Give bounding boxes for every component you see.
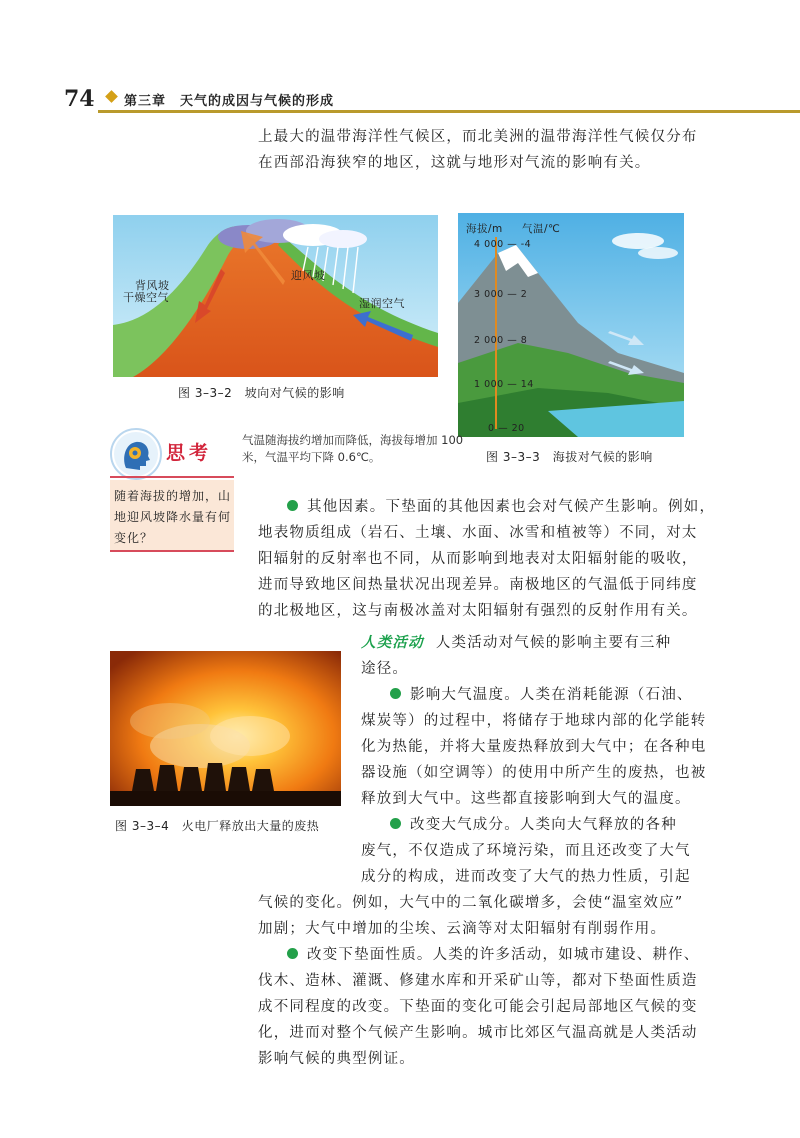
divider: [110, 550, 234, 552]
figure-caption: 图 3–3–2 坡向对气候的影响: [178, 386, 345, 400]
text-line: 释放到大气中。这些都直接影响到大气的温度。: [361, 791, 691, 807]
altitude-figure: [458, 213, 684, 437]
bullet-icon: [287, 500, 298, 511]
text-line: 成分的构成，进而改变了大气的热力性质，引起: [361, 869, 691, 885]
text-line: 上最大的温带海洋性气候区，而北美洲的温带海洋性气候仅分布: [258, 129, 698, 145]
moist-air-label: 湿润空气: [359, 297, 405, 310]
tick-label: 3 000 — 2: [474, 289, 528, 300]
text-line: 地表物质组成（岩石、土壤、水面、冰雪和植被等）不同，对太: [258, 525, 698, 541]
text-line: 化，进而对整个气候产生影响。城市比郊区气温高就是人类活动: [258, 1025, 698, 1041]
dry-air-label: 干燥空气: [123, 291, 169, 304]
text-line: 的北极地区，这与南极冰盖对太阳辐射有强烈的反射作用有关。: [258, 603, 698, 619]
windward-label: 迎风坡: [291, 269, 326, 282]
temperature-axis-label: 气温/℃: [522, 223, 561, 235]
text-line: 气候的变化。例如，大气中的二氧化碳增多，会使“温室效应”: [258, 895, 684, 911]
page-number: 74: [64, 86, 95, 112]
header-rule: [98, 110, 800, 113]
lapse-rate-note: 气温随海拔约增加而降低，海拔每增加 100 米，气温平均下降 0.6℃。: [242, 433, 464, 464]
text-line: 废气，不仅造成了环境污染，而且还改变了大气: [361, 843, 691, 859]
leeward-label: 背风坡: [135, 279, 170, 292]
human-activity-paragraph-continued: [258, 890, 733, 1072]
bullet-icon: [390, 688, 401, 699]
human-activity-paragraph: [361, 630, 731, 890]
text-line: 器设施（如空调等）的使用中所产生的废热，也被: [361, 765, 707, 781]
text-line: 进而导致地区间热量状况出现差异。南极地区的气温低于同纬度: [258, 577, 698, 593]
text-line: 加剧；大气中增加的尘埃、云滴等对太阳辐射有削弱作用。: [258, 921, 667, 937]
text-line: 成不同程度的改变。下垫面的变化可能会引起局部地区气候的变: [258, 999, 698, 1015]
text-line: 影响气候的典型例证。: [258, 1051, 415, 1067]
section-heading: 人类活动: [361, 635, 424, 651]
think-box: [110, 428, 232, 552]
text-line: 途径。: [361, 661, 409, 677]
text-line: 其他因素。下垫面的其他因素也会对气候产生影响。例如，: [258, 494, 728, 520]
diamond-icon: [105, 90, 118, 103]
figure-caption: 图 3–3–4 火电厂释放出大量的废热: [115, 819, 320, 833]
figure-caption: 图 3–3–3 海拔对气候的影响: [486, 450, 653, 464]
other-factors-paragraph: [258, 494, 728, 624]
bullet-icon: [287, 948, 298, 959]
text-line: 阳辐射的反射率也不同，从而影响到地表对太阳辐射能的吸收，: [258, 551, 698, 567]
tick-label: 4 000 — -4: [474, 239, 532, 250]
text-line: 化为热能，并将大量废热释放到大气中；在各种电: [361, 739, 707, 755]
bullet-icon: [390, 818, 401, 829]
think-title: 思考: [166, 442, 213, 464]
think-question: 随着海拔的增加，山地迎风坡降水量有何变化？: [114, 489, 232, 545]
divider: [110, 476, 234, 478]
text-line: 改变大气成分。人类向大气释放的各种: [361, 812, 731, 838]
power-plant-photo: [110, 651, 341, 806]
text-line: 改变下垫面性质。人类的许多活动，如城市建设、耕作、: [258, 942, 733, 968]
text-line: 在西部沿海狭窄的地区，这就与地形对气流的影响有关。: [258, 155, 651, 171]
text-line: 人类活动 人类活动对气候的影响主要有三种: [361, 635, 672, 651]
slope-figure: [113, 215, 438, 377]
intro-paragraph: [258, 124, 728, 176]
tick-label: 0 — 20: [488, 423, 525, 434]
tick-label: 1 000 — 14: [474, 379, 534, 390]
text-line: 伐木、造林、灌溉、修建水库和开采矿山等，都对下垫面性质造: [258, 973, 698, 989]
text-line: 影响大气温度。人类在消耗能源（石油、: [361, 682, 731, 708]
chapter-title: 第三章 天气的成因与气候的形成: [124, 94, 335, 109]
tick-label: 2 000 — 8: [474, 335, 528, 346]
altitude-axis-label: 海拔/m: [466, 223, 503, 235]
power-plant-illustration: [110, 651, 341, 806]
head-gear-icon: [110, 428, 162, 480]
text-line: 煤炭等）的过程中，将储存于地球内部的化学能转: [361, 713, 707, 729]
